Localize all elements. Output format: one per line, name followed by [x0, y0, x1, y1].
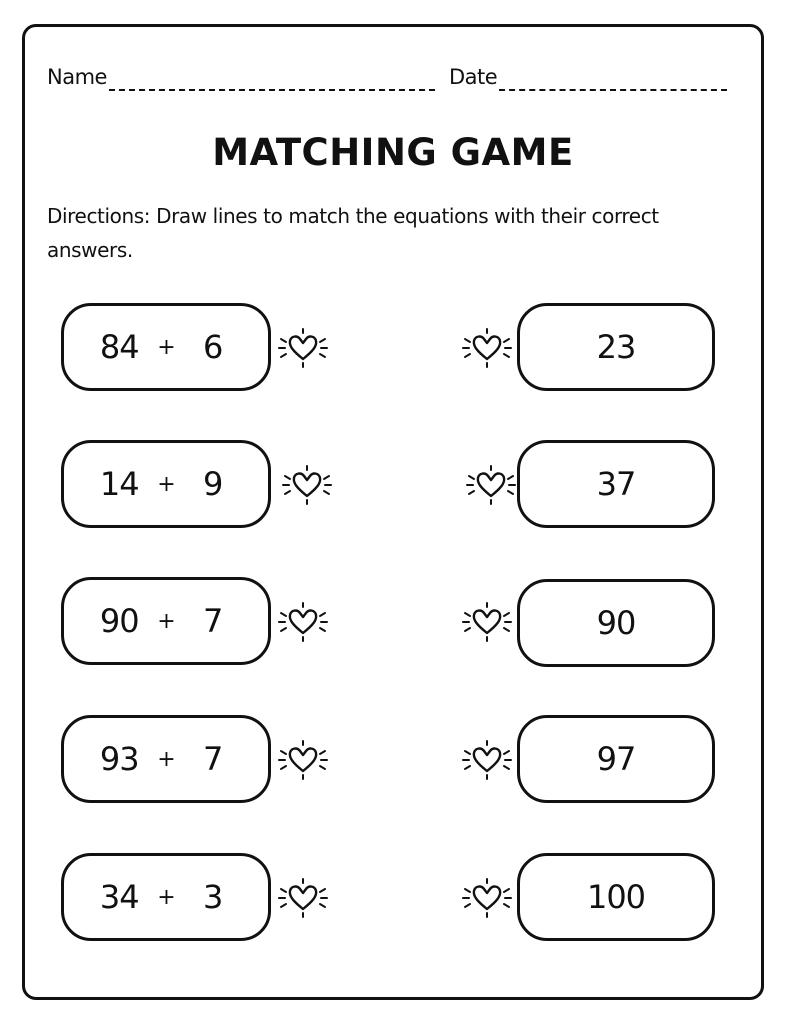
equation-box[interactable]: [61, 303, 271, 391]
heart-sparkle-icon[interactable]: [277, 737, 329, 781]
answer-box[interactable]: [517, 853, 715, 941]
heart-sparkle-icon[interactable]: [461, 325, 513, 369]
equation-operand-b: 3: [203, 878, 223, 916]
answer-value: 97: [596, 740, 636, 778]
equation-box[interactable]: [61, 715, 271, 803]
heart-sparkle-icon[interactable]: [277, 325, 329, 369]
answer-value: 37: [596, 465, 636, 503]
answer-value: 100: [586, 878, 646, 916]
heart-sparkle-icon[interactable]: [277, 875, 329, 919]
answer-box[interactable]: [517, 303, 715, 391]
equation-operator: +: [157, 608, 175, 634]
name-label: Name: [47, 65, 107, 89]
page-title: MATCHING GAME: [212, 131, 574, 174]
date-label: Date: [449, 65, 498, 89]
date-field-line[interactable]: [499, 89, 727, 91]
heart-sparkle-icon[interactable]: [281, 462, 333, 506]
equation-operand-a: 34: [99, 878, 139, 916]
equation-box[interactable]: [61, 577, 271, 665]
equation-operand-a: 93: [99, 740, 139, 778]
equation-operator: +: [157, 884, 175, 910]
heart-sparkle-icon[interactable]: [461, 875, 513, 919]
heart-sparkle-icon[interactable]: [461, 599, 513, 643]
answer-box[interactable]: [517, 440, 715, 528]
equation-box[interactable]: [61, 440, 271, 528]
equation-operator: +: [157, 334, 175, 360]
equation-operator: +: [157, 471, 175, 497]
equation-operand-a: 90: [99, 602, 139, 640]
answer-value: 90: [596, 604, 636, 642]
equation-operand-b: 7: [203, 740, 223, 778]
equation-operand-b: 7: [203, 602, 223, 640]
header-row: [47, 65, 747, 97]
equation-operand-a: 84: [99, 328, 139, 366]
heart-sparkle-icon[interactable]: [277, 599, 329, 643]
answer-value: 23: [596, 328, 636, 366]
equation-operand-a: 14: [99, 465, 139, 503]
heart-sparkle-icon[interactable]: [461, 737, 513, 781]
equation-operand-b: 9: [203, 465, 223, 503]
equation-box[interactable]: [61, 853, 271, 941]
equation-operator: +: [157, 746, 175, 772]
name-field-line[interactable]: [109, 89, 435, 91]
answer-box[interactable]: [517, 579, 715, 667]
directions-text: Directions: Draw lines to match the equations with their correct answers.: [47, 204, 659, 262]
worksheet: [22, 24, 764, 1000]
equation-operand-b: 6: [203, 328, 223, 366]
answer-box[interactable]: [517, 715, 715, 803]
heart-sparkle-icon[interactable]: [465, 462, 517, 506]
